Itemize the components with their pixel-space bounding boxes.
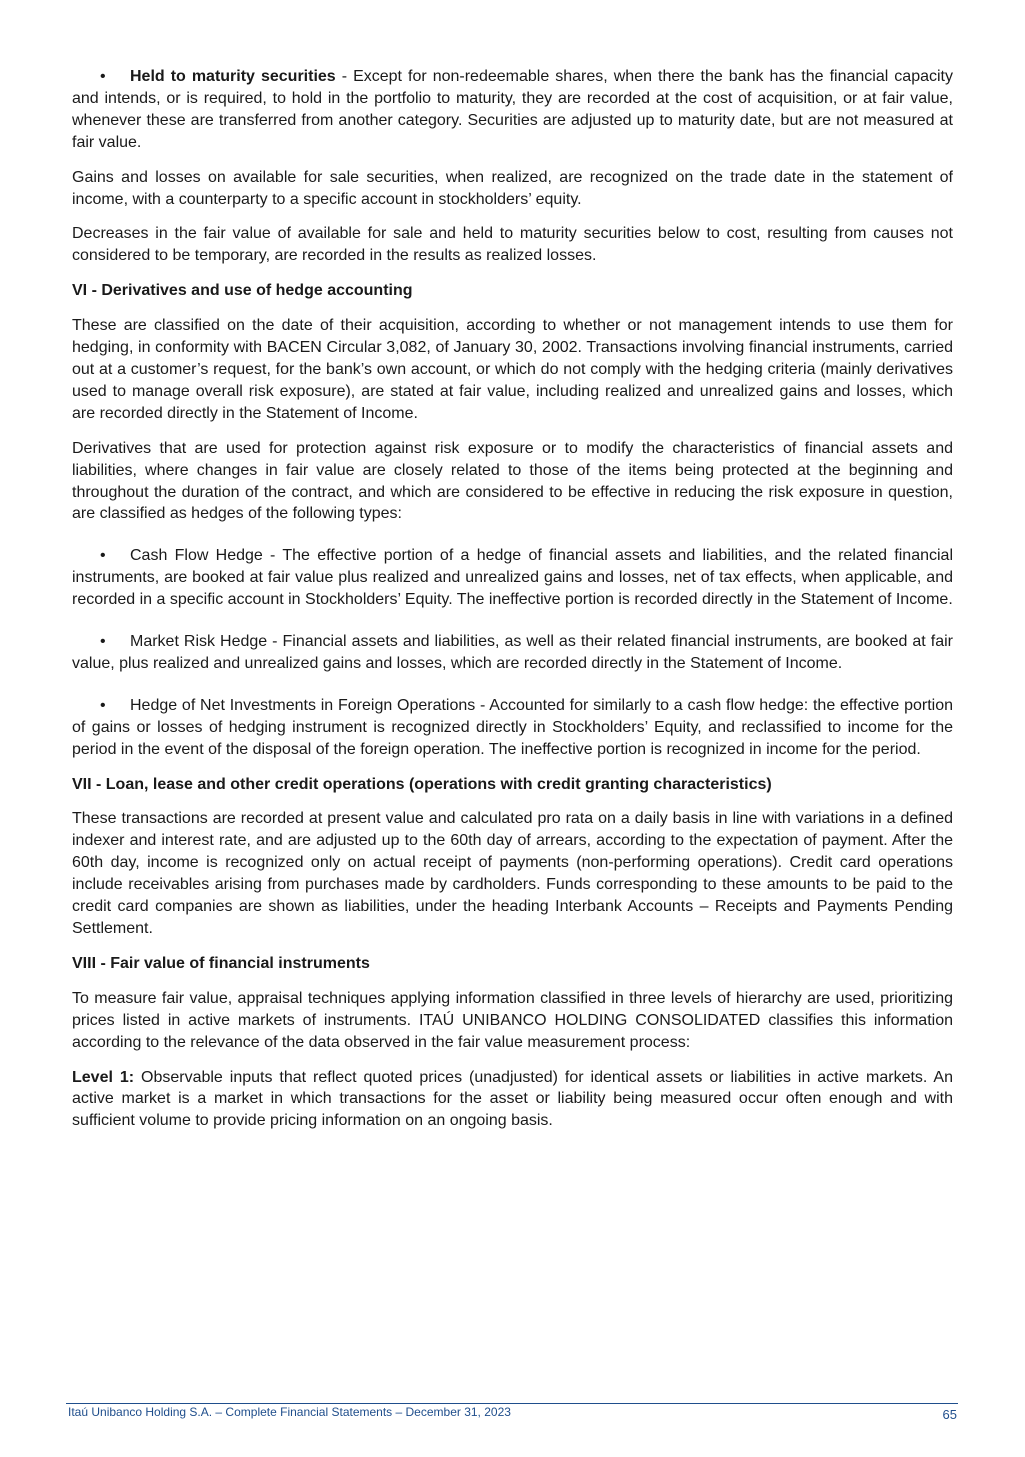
section-viii-heading: VIII - Fair value of financial instruments (72, 954, 370, 972)
section-vi-heading: VI - Derivatives and use of hedge accounting (72, 282, 413, 300)
footer-page-number: 65 (942, 1407, 957, 1422)
level-1-paragraph (72, 1067, 953, 1133)
market-risk-hedge-text: Market Risk Hedge - Financial assets and liabilities, as well as their related financial instruments, are booked at fair value, plus realized and unrealized gains and losses, which are recorded directly in the Statement of Income. (72, 633, 953, 672)
document-body (72, 66, 953, 1145)
bullet-icon: • (100, 68, 106, 85)
bullet-icon: • (100, 696, 106, 714)
bullet-icon: • (100, 547, 106, 565)
bullet-market-risk-hedge (72, 631, 953, 675)
footer-document-title: Itaú Unibanco Holding S.A. – Complete Financial Statements – December 31, 2023 (68, 1405, 511, 1419)
held-to-maturity-text: - Except for non-redeemable shares, when there the bank has the financial capacity and intends, or is required, to hold in the portfolio to maturity, they are recorded at the cost of acquisition, or at fair value, whenever these are transferred from another category. Securities are adjusted up to maturity date, but are not measured at fair value. (72, 68, 953, 151)
section-vi-paragraph-2: Derivatives that are used for protection against risk exposure or to modify the characteristics of financial assets and liabilities, where changes in fair value are closely related to those of the items being protected at the beginning and throughout the duration of the contract, and which are considered to be effective in reducing the risk exposure in question, are classified as hedges of the following types: (72, 439, 953, 523)
footer-divider (66, 1403, 958, 1404)
level-1-text: Observable inputs that reflect quoted prices (unadjusted) for identical assets or liabilities in active markets. An active market is a market in which transactions for the asset or liability being measured occur often enough and with sufficient volume to provide pricing information on an ongoing basis. (72, 1068, 953, 1130)
section-vii-heading: VII - Loan, lease and other credit operations (operations with credit granting characteristics) (72, 775, 772, 793)
section-viii-paragraph: To measure fair value, appraisal techniques applying information classified in three levels of hierarchy are used, prioritizing prices listed in active markets of instruments. ITAÚ UNIBANCO HOLDING CONSOLIDATED classifies this information according to the relevance of the data observed in the fair value measurement process: (72, 989, 953, 1051)
bullet-held-to-maturity (72, 66, 953, 154)
bullet-icon: • (100, 633, 106, 651)
section-vii-paragraph: These transactions are recorded at present value and calculated pro rata on a daily basis in line with variations in a defined indexer and interest rate, and are adjusted up to the 60th day of arrears, according to the expectation of payment. After the 60th day, income is recognized only on actual receipt of payments (non-performing operations). Credit card operations include receivables arising from purchases made by cardholders. Funds corresponding to these amounts to be paid to the credit card companies are shown as liabilities, under the heading Interbank Accounts – Receipts and Payments Pending Settlement. (72, 810, 953, 937)
net-investment-hedge-text: Hedge of Net Investments in Foreign Operations - Accounted for similarly to a cash flow hedge: the effective portion of gains or losses of hedging instrument is recognized directly in Stockholders’ Equity, and reclassified to income for the period in the event of the disposal of the foreign operation. The ineffective portion is recognized in income for the period. (72, 696, 953, 758)
section-vi-paragraph-1: These are classified on the date of their acquisition, according to whether or not management intends to use them for hedging, in conformity with BACEN Circular 3,082, of January 30, 2002. Transactions involving financial instruments, carried out at a customer’s request, for the bank’s own account, or which do not comply with the hedging criteria (mainly derivatives used to manage overall risk exposure), are stated at fair value, including realized and unrealized gains and losses, which are recorded directly in the Statement of Income. (72, 317, 953, 422)
bullet-net-investment-hedge (72, 695, 953, 761)
level-1-label: Level 1: (72, 1068, 135, 1086)
paragraph-gains-losses: Gains and losses on available for sale securities, when realized, are recognized on the trade date in the statement of income, with a counterparty to a specific account in stockholders’ equity. (72, 168, 953, 208)
paragraph-decreases-fair-value: Decreases in the fair value of available for sale and held to maturity securities below to cost, resulting from causes not considered to be temporary, are recorded in the results as realized losses. (72, 225, 953, 265)
bullet-cash-flow-hedge (72, 545, 953, 611)
cash-flow-hedge-text: Cash Flow Hedge - The effective portion of a hedge of financial assets and liabilities, and the related financial instruments, are booked at fair value plus realized and unrealized gains and losses, net of tax effects, when applicable, and recorded in a specific account in Stockholders’ Equity. The ineffective portion is recorded directly in the Statement of Income. (72, 547, 953, 609)
held-to-maturity-term: Held to maturity securities (130, 68, 336, 85)
